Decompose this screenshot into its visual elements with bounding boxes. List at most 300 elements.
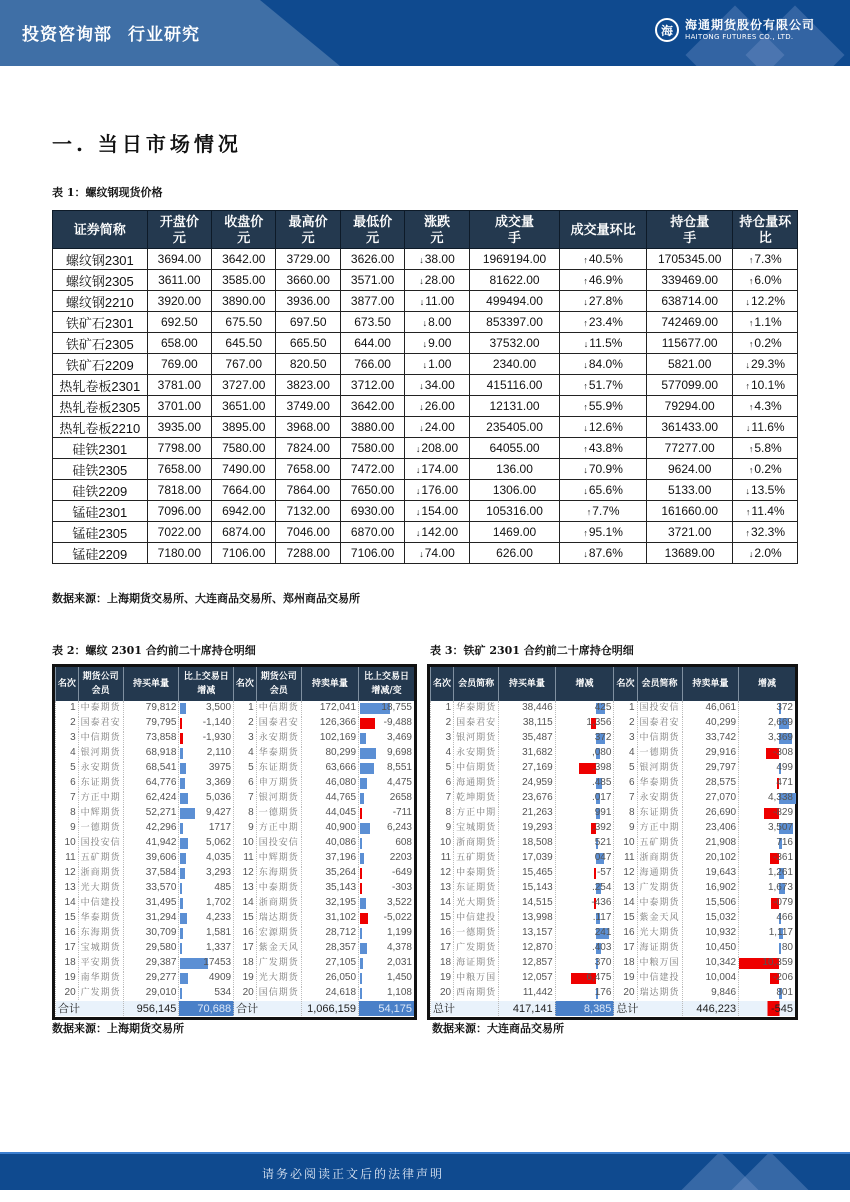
change-cell — [179, 926, 234, 941]
cell-vol: 64055.00 — [469, 438, 560, 459]
value: 466 — [776, 912, 793, 924]
cell-oi_chg — [733, 396, 798, 417]
rank: 17 — [614, 941, 637, 956]
cell-open: 7798.00 — [147, 438, 211, 459]
cell-high: 3936.00 — [276, 291, 340, 312]
change-cell — [739, 896, 795, 911]
total-buy-qty: 417,141 — [499, 1001, 556, 1017]
value: 5,036 — [206, 792, 232, 804]
sell-qty: 16,902 — [682, 881, 739, 896]
change-cell — [359, 791, 414, 806]
rank: 8 — [56, 806, 79, 821]
cell-low: 7472.00 — [340, 459, 404, 480]
cell-high: 3749.00 — [276, 396, 340, 417]
arrow-down-icon: ↓ — [583, 549, 588, 559]
sell-qty: 10,342 — [682, 956, 739, 971]
member-name: 广发期货 — [78, 986, 123, 1001]
arrow-up-icon: ↑ — [583, 255, 588, 265]
arrow-down-icon: ↓ — [419, 297, 425, 307]
cell-vol_chg — [560, 249, 647, 270]
member-name: 国泰君安 — [454, 716, 499, 731]
sell-qty: 44,045 — [301, 806, 358, 821]
table-row — [431, 716, 796, 731]
section-title: 一. 当日市场情况 — [52, 132, 242, 156]
rank: 6 — [431, 776, 454, 791]
rank: 19 — [56, 971, 79, 986]
header-unit: 手 — [508, 229, 522, 245]
column-header — [53, 211, 148, 249]
member-name: 东海期货 — [256, 866, 301, 881]
change-cell — [555, 791, 614, 806]
member-name: 中辉期货 — [256, 851, 301, 866]
change-cell — [739, 746, 795, 761]
cell-low: 7650.00 — [340, 480, 404, 501]
rank: 12 — [431, 866, 454, 881]
member-name: 中信建投 — [637, 971, 682, 986]
cell-low: 3642.00 — [340, 396, 404, 417]
value: -1,930 — [202, 732, 232, 744]
cell-name: 铁矿石2301 — [53, 312, 148, 333]
cell-chg — [405, 543, 469, 564]
change-cell — [179, 746, 234, 761]
cell-chg — [405, 249, 469, 270]
cell-vol: 1969194.00 — [469, 249, 560, 270]
sell-qty: 172,041 — [301, 701, 358, 716]
table-row — [53, 438, 798, 459]
buy-qty: 24,959 — [499, 776, 556, 791]
arrow-down-icon: ↓ — [419, 549, 424, 559]
change-cell — [739, 806, 795, 821]
table-row — [56, 851, 415, 866]
member-name: 浙商期货 — [78, 866, 123, 881]
value: 51.7% — [588, 378, 623, 392]
value: 521 — [594, 837, 612, 849]
total-label: 总计 — [614, 1001, 682, 1017]
rank: 5 — [56, 761, 79, 776]
column-header: 比上交易日增减/变 — [359, 667, 414, 701]
cell-vol_chg — [560, 417, 647, 438]
value: .403 — [591, 942, 612, 954]
arrow-up-icon: ↑ — [748, 465, 754, 475]
table-row — [431, 956, 796, 971]
change-cell — [555, 881, 614, 896]
cell-open: 7818.00 — [147, 480, 211, 501]
change-cell — [359, 866, 414, 881]
rank: 13 — [56, 881, 79, 896]
member-name: 华泰期货 — [256, 746, 301, 761]
change-cell — [739, 941, 795, 956]
change-cell — [359, 731, 414, 746]
member-name: 宝城期货 — [78, 941, 123, 956]
cell-name: 硅铁2305 — [53, 459, 148, 480]
rank: 9 — [56, 821, 79, 836]
table-row — [53, 543, 798, 564]
cell-vol: 81622.00 — [469, 270, 560, 291]
sell-qty: 28,712 — [301, 926, 358, 941]
cell-open: 7096.00 — [147, 501, 211, 522]
arrow-down-icon: ↓ — [583, 297, 588, 307]
arrow-down-icon: ↓ — [415, 507, 421, 517]
rank: 10 — [234, 836, 257, 851]
arrow-up-icon: ↑ — [748, 318, 754, 328]
cell-open: 769.00 — [147, 354, 211, 375]
table-row — [53, 522, 798, 543]
value: 2,031 — [386, 957, 412, 969]
table-row — [431, 836, 796, 851]
cell-chg — [405, 333, 469, 354]
cell-vol_chg — [560, 291, 647, 312]
rank: 18 — [431, 956, 454, 971]
member-name: 中信期货 — [637, 731, 682, 746]
change-cell — [359, 971, 414, 986]
change-cell — [179, 701, 234, 716]
arrow-up-icon: ↑ — [583, 381, 588, 391]
member-name: 银河期货 — [256, 791, 301, 806]
column-header: 持卖单量 — [301, 667, 358, 701]
rank: 7 — [56, 791, 79, 806]
change-cell — [359, 956, 414, 971]
cell-close: 3895.00 — [212, 417, 276, 438]
value: 1,261 — [767, 867, 793, 879]
value: 6.0% — [754, 273, 782, 287]
member-name: 中泰期货 — [256, 881, 301, 896]
table-row — [53, 396, 798, 417]
rank: 16 — [431, 926, 454, 941]
cell-close: 7580.00 — [212, 438, 276, 459]
data-bar — [180, 853, 186, 864]
arrow-up-icon: ↑ — [748, 402, 754, 412]
value: 12.6% — [588, 420, 623, 434]
member-name: 宏源期货 — [256, 926, 301, 941]
data-bar — [594, 868, 596, 879]
cell-vol_chg — [560, 270, 647, 291]
rank: 3 — [431, 731, 454, 746]
change-cell — [179, 806, 234, 821]
value: 372 — [776, 702, 793, 714]
cell-open: 7658.00 — [147, 459, 211, 480]
member-name: 广发期货 — [637, 881, 682, 896]
change-cell — [739, 851, 795, 866]
cell-close: 645.50 — [212, 333, 276, 354]
value: 1.1% — [754, 315, 782, 329]
member-name: 永安期货 — [78, 761, 123, 776]
change-cell — [555, 926, 614, 941]
rank: 14 — [56, 896, 79, 911]
cell-open: 658.00 — [147, 333, 211, 354]
change-cell — [555, 911, 614, 926]
table-row — [56, 791, 415, 806]
cell-close: 3727.00 — [212, 375, 276, 396]
total-sell-chg: 54,175 — [359, 1001, 414, 1017]
header-category: 行业研究 — [128, 25, 200, 45]
table-row — [56, 971, 415, 986]
cell-oi: 339469.00 — [646, 270, 733, 291]
cell-oi_chg — [733, 480, 798, 501]
member-name: 宝城期货 — [454, 821, 499, 836]
buy-qty: 14,515 — [499, 896, 556, 911]
table-row — [56, 881, 415, 896]
arrow-down-icon: ↓ — [745, 360, 750, 370]
value: 74.00 — [424, 546, 455, 560]
cell-chg — [405, 354, 469, 375]
rank: 3 — [234, 731, 257, 746]
table-row — [56, 941, 415, 956]
cell-low: 3571.00 — [340, 270, 404, 291]
cell-vol_chg — [560, 333, 647, 354]
column-header: 会员简称 — [454, 667, 499, 701]
cell-high: 7864.00 — [276, 480, 340, 501]
arrow-down-icon: ↓ — [415, 528, 421, 538]
member-name: 方正中期 — [454, 806, 499, 821]
rank: 6 — [56, 776, 79, 791]
cell-oi: 742469.00 — [646, 312, 733, 333]
member-name: 华泰期货 — [78, 911, 123, 926]
header-unit: 手 — [683, 229, 697, 245]
table-row — [53, 249, 798, 270]
rank: 17 — [234, 941, 257, 956]
sell-qty: 46,080 — [301, 776, 358, 791]
cell-oi_chg — [733, 354, 798, 375]
header-label: 最低价 — [353, 213, 393, 229]
value: 2,669 — [767, 717, 793, 729]
member-name: 光大期货 — [256, 971, 301, 986]
cell-name: 螺纹钢2301 — [53, 249, 148, 270]
table-row — [431, 941, 796, 956]
cell-vol_chg — [560, 543, 647, 564]
value: 2203 — [389, 852, 412, 864]
data-bar — [180, 838, 188, 849]
cell-open: 3701.00 — [147, 396, 211, 417]
buy-qty: 30,709 — [123, 926, 179, 941]
rank: 10 — [431, 836, 454, 851]
rank: 6 — [234, 776, 257, 791]
sell-qty: 28,357 — [301, 941, 358, 956]
data-bar — [180, 988, 182, 999]
member-name: 中信建投 — [78, 896, 123, 911]
value: 4,378 — [386, 942, 412, 954]
rank: 12 — [614, 866, 637, 881]
data-bar — [360, 928, 362, 939]
data-bar — [180, 898, 183, 909]
cell-close: 3651.00 — [212, 396, 276, 417]
cell-close: 7664.00 — [212, 480, 276, 501]
arrow-down-icon: ↓ — [745, 423, 751, 433]
header-dept: 投资咨询部 — [22, 25, 112, 45]
value: 11.4% — [751, 504, 785, 518]
rank: 2 — [614, 716, 637, 731]
value: -1,140 — [202, 717, 232, 729]
table-row — [431, 911, 796, 926]
cell-low: 644.00 — [340, 333, 404, 354]
change-cell — [739, 821, 795, 836]
sell-qty: 9,846 — [682, 986, 739, 1001]
data-bar — [180, 763, 186, 774]
table-row — [431, 851, 796, 866]
member-name: 广发期货 — [454, 941, 499, 956]
column-header — [340, 211, 404, 249]
buy-qty: 12,857 — [499, 956, 556, 971]
arrow-up-icon: ↑ — [583, 276, 588, 286]
rank: 6 — [614, 776, 637, 791]
rank: 16 — [234, 926, 257, 941]
member-name: 银河期货 — [454, 731, 499, 746]
arrow-down-icon: ↓ — [422, 339, 428, 349]
value: 176.00 — [421, 483, 459, 497]
change-cell — [739, 881, 795, 896]
value: .017 — [591, 792, 612, 804]
header-unit: 元 — [237, 229, 251, 245]
arrow-down-icon: ↓ — [419, 276, 424, 286]
sell-qty: 19,643 — [682, 866, 739, 881]
sell-qty: 40,900 — [301, 821, 358, 836]
value: 3,507 — [767, 822, 793, 834]
change-cell — [359, 881, 414, 896]
logo-cn: 海通期货股份有限公司 — [685, 18, 816, 32]
cell-oi_chg — [733, 312, 798, 333]
cell-close: 675.50 — [212, 312, 276, 333]
table-row — [431, 731, 796, 746]
change-cell — [555, 956, 614, 971]
member-name: 东证期货 — [454, 881, 499, 896]
value: 608 — [395, 837, 412, 849]
value: 11.5% — [589, 336, 623, 350]
table1-caption: 表 1：螺纹钢现货价格 — [52, 186, 163, 199]
cell-vol: 1469.00 — [469, 522, 560, 543]
rank: 4 — [614, 746, 637, 761]
value: 3,369 — [767, 732, 793, 744]
member-name: 东证期货 — [637, 806, 682, 821]
cell-oi_chg — [733, 249, 798, 270]
value: -9,488 — [383, 717, 412, 729]
cell-vol_chg — [560, 396, 647, 417]
table2-source: 数据来源：上海期货交易所 — [52, 1022, 184, 1035]
value: 17453 — [203, 957, 232, 969]
value: -303 — [391, 882, 412, 894]
sell-qty: 126,366 — [301, 716, 358, 731]
value: 3,293 — [206, 867, 232, 879]
value: 499 — [776, 762, 793, 774]
member-name: 国投安信 — [256, 836, 301, 851]
cell-chg — [405, 459, 469, 480]
member-name: 海通期货 — [454, 776, 499, 791]
cell-oi_chg — [733, 417, 798, 438]
cell-chg — [405, 417, 469, 438]
table-row — [56, 761, 415, 776]
change-cell — [179, 911, 234, 926]
table-row — [431, 776, 796, 791]
total-sell-qty: 1,066,159 — [301, 1001, 358, 1017]
value: 55.9% — [588, 399, 623, 413]
cell-oi_chg — [733, 501, 798, 522]
change-cell — [555, 821, 614, 836]
sell-qty: 10,932 — [682, 926, 739, 941]
column-header: 持买单量 — [123, 667, 179, 701]
buy-qty: 31,682 — [499, 746, 556, 761]
table-row — [53, 333, 798, 354]
rank: 3 — [56, 731, 79, 746]
value: 3,469 — [386, 732, 412, 744]
value: -829 — [772, 807, 793, 819]
cell-vol: 37532.00 — [469, 333, 560, 354]
table-row — [431, 806, 796, 821]
value: .254 — [591, 882, 612, 894]
change-cell — [359, 926, 414, 941]
total-buy-chg: 70,688 — [179, 1001, 234, 1017]
change-cell — [359, 746, 414, 761]
cell-high: 820.50 — [276, 354, 340, 375]
rank: 18 — [614, 956, 637, 971]
cell-open: 3781.00 — [147, 375, 211, 396]
column-header: 持卖单量 — [682, 667, 739, 701]
arrow-up-icon: ↑ — [583, 444, 588, 454]
change-cell — [179, 971, 234, 986]
data-bar — [779, 943, 781, 954]
sell-qty: 32,195 — [301, 896, 358, 911]
value: 3975 — [208, 762, 232, 774]
member-name: 光大期货 — [78, 881, 123, 896]
buy-qty: 64,776 — [123, 776, 179, 791]
arrow-down-icon: ↓ — [415, 465, 421, 475]
change-cell — [555, 896, 614, 911]
buy-qty: 17,039 — [499, 851, 556, 866]
member-name: 光大期货 — [637, 926, 682, 941]
value: 471 — [776, 777, 793, 789]
sell-qty: 27,105 — [301, 956, 358, 971]
data-bar — [180, 748, 183, 759]
member-name: 一德期货 — [78, 821, 123, 836]
table-row — [431, 866, 796, 881]
table-row — [56, 911, 415, 926]
data-bar — [360, 823, 370, 834]
value: 1,356 — [586, 717, 612, 729]
sell-qty: 35,143 — [301, 881, 358, 896]
sell-qty: 21,908 — [682, 836, 739, 851]
cell-oi: 5133.00 — [646, 480, 733, 501]
logo-mark-icon: 海 — [655, 18, 679, 42]
column-header — [733, 211, 798, 249]
total-label: 总计 — [431, 1001, 499, 1017]
value: 10.1% — [750, 378, 785, 392]
value: 10,359 — [762, 957, 793, 969]
buy-qty: 27,169 — [499, 761, 556, 776]
rank: 18 — [234, 956, 257, 971]
cell-oi_chg — [733, 522, 798, 543]
member-name: 方正中期 — [256, 821, 301, 836]
cell-oi: 13689.00 — [646, 543, 733, 564]
rank: 7 — [431, 791, 454, 806]
rank: 15 — [614, 911, 637, 926]
rank: 5 — [614, 761, 637, 776]
value: 174.00 — [421, 462, 459, 476]
data-bar — [180, 883, 182, 894]
rank: 19 — [234, 971, 257, 986]
change-cell — [555, 701, 614, 716]
member-name: 浙商期货 — [454, 836, 499, 851]
data-bar — [180, 733, 183, 744]
value: 95.1% — [588, 525, 623, 539]
change-cell — [739, 701, 795, 716]
table-row — [431, 746, 796, 761]
change-cell — [359, 716, 414, 731]
buy-qty: 73,858 — [123, 731, 179, 746]
change-cell — [359, 941, 414, 956]
rank: 20 — [431, 986, 454, 1001]
value: -308 — [772, 747, 793, 759]
change-cell — [179, 821, 234, 836]
value: 12.2% — [750, 294, 785, 308]
cell-low: 6930.00 — [340, 501, 404, 522]
table3-caption: 表 3：铁矿 2301 合约前二十席持仓明细 — [430, 644, 634, 657]
